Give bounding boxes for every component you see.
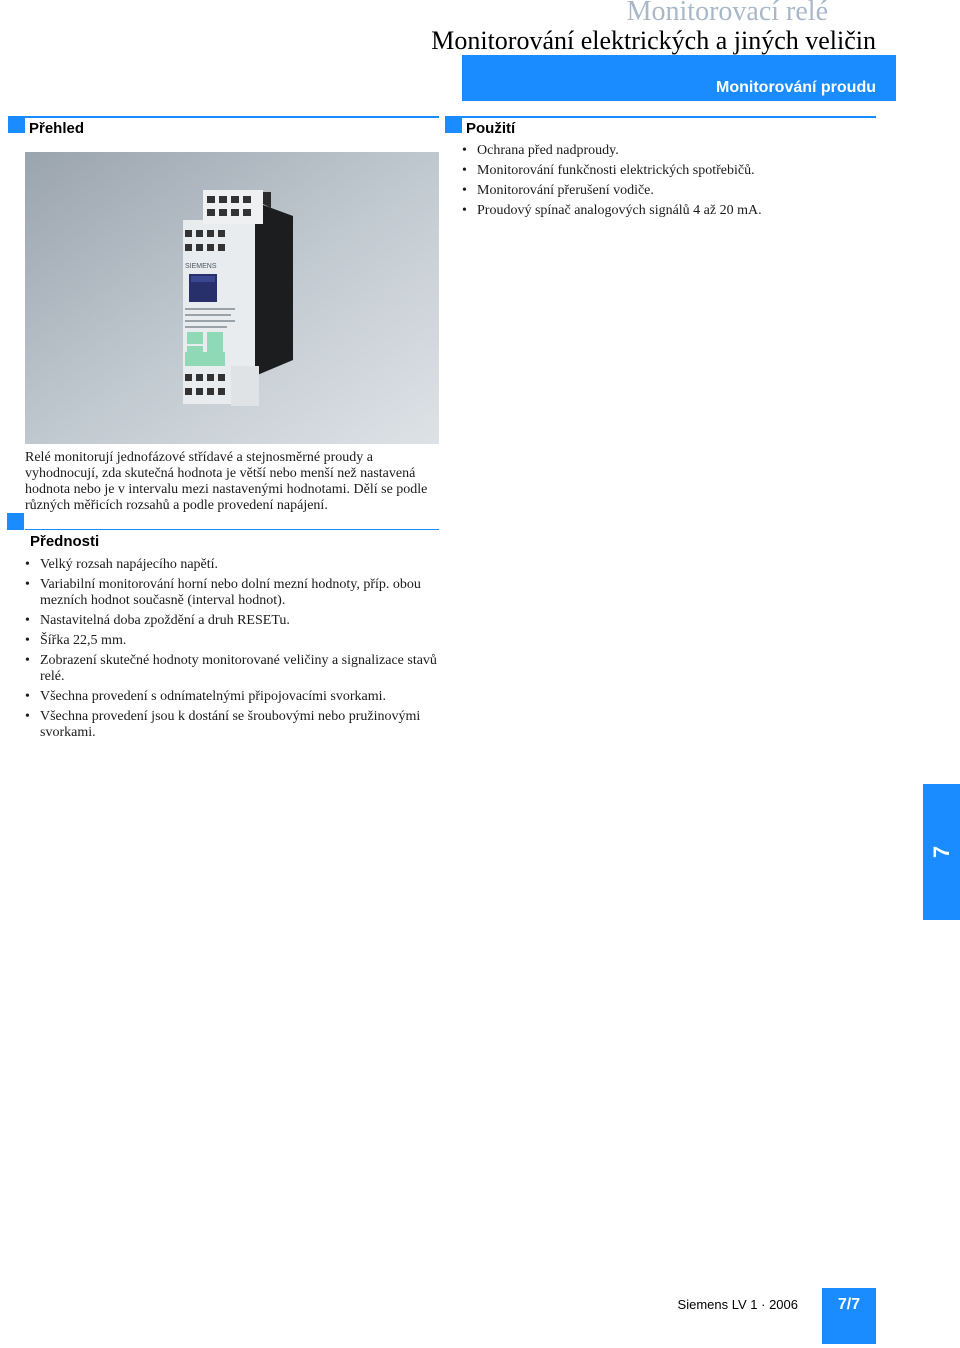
list-item: • Velký rozsah napájecího napětí. <box>25 557 443 573</box>
usage-list <box>462 143 882 223</box>
heading-marker-icon <box>445 116 462 133</box>
publication-label: Siemens LV 1 · 2006 <box>677 1297 798 1312</box>
list-item: • Nastavitelná doba zpoždění a druh RESETu. <box>25 613 443 629</box>
advantages-heading: Přednosti <box>30 533 100 550</box>
list-item: • Ochrana před nadproudy. <box>462 143 882 159</box>
page-number: 7/7 <box>837 1296 861 1313</box>
page-title: Monitorování elektrických a jiných veličin <box>431 26 876 55</box>
section-banner <box>462 55 896 101</box>
list-item: • Monitorování funkčnosti elektrických spotřebičů. <box>462 163 882 179</box>
section-title: Monitorování proudu <box>716 79 876 96</box>
list-item: • Monitorování přerušení vodiče. <box>462 183 882 199</box>
list-item: • Variabilní monitorování horní nebo dolní mezní hodnoty, příp. obou mezních hodnot současně (interval hodnot). <box>25 577 443 609</box>
advantages-list <box>25 557 443 745</box>
category-title: Monitorovací relé <box>626 0 828 27</box>
list-item: • Proudový spínač analogových signálů 4 až 20 mA. <box>462 203 882 219</box>
overview-description: Relé monitorují jednofázové střídavé a stejnosměrné proudy a vyhodnocují, zda skutečná hodnota je větší nebo menší než nastavená hodnota nebo je v intervalu mezi nastavenými hodnotami. Dělí se podle různých měřicích rozsahů a podle provedení napájení. <box>25 450 428 513</box>
page-number-box <box>822 1288 876 1344</box>
chapter-number: 7 <box>928 845 954 859</box>
list-item: • Všechna provedení jsou k dostání se šroubovými nebo pružinovými svorkami. <box>25 709 443 741</box>
list-item: • Šířka 22,5 mm. <box>25 633 443 649</box>
usage-heading-bar <box>462 116 876 140</box>
overview-heading-bar <box>25 116 439 140</box>
product-photo <box>25 152 439 444</box>
chapter-tab <box>923 784 960 920</box>
list-item: • Zobrazení skutečné hodnoty monitorované veličiny a signalizace stavů relé. <box>25 653 443 685</box>
list-item: • Všechna provedení s odnímatelnými připojovacími svorkami. <box>25 689 443 705</box>
heading-marker-icon <box>7 513 24 530</box>
heading-marker-icon <box>8 116 25 133</box>
overview-heading: Přehled <box>29 120 85 137</box>
usage-heading: Použití <box>466 120 516 137</box>
device-brand: SIEMENS <box>185 263 217 270</box>
